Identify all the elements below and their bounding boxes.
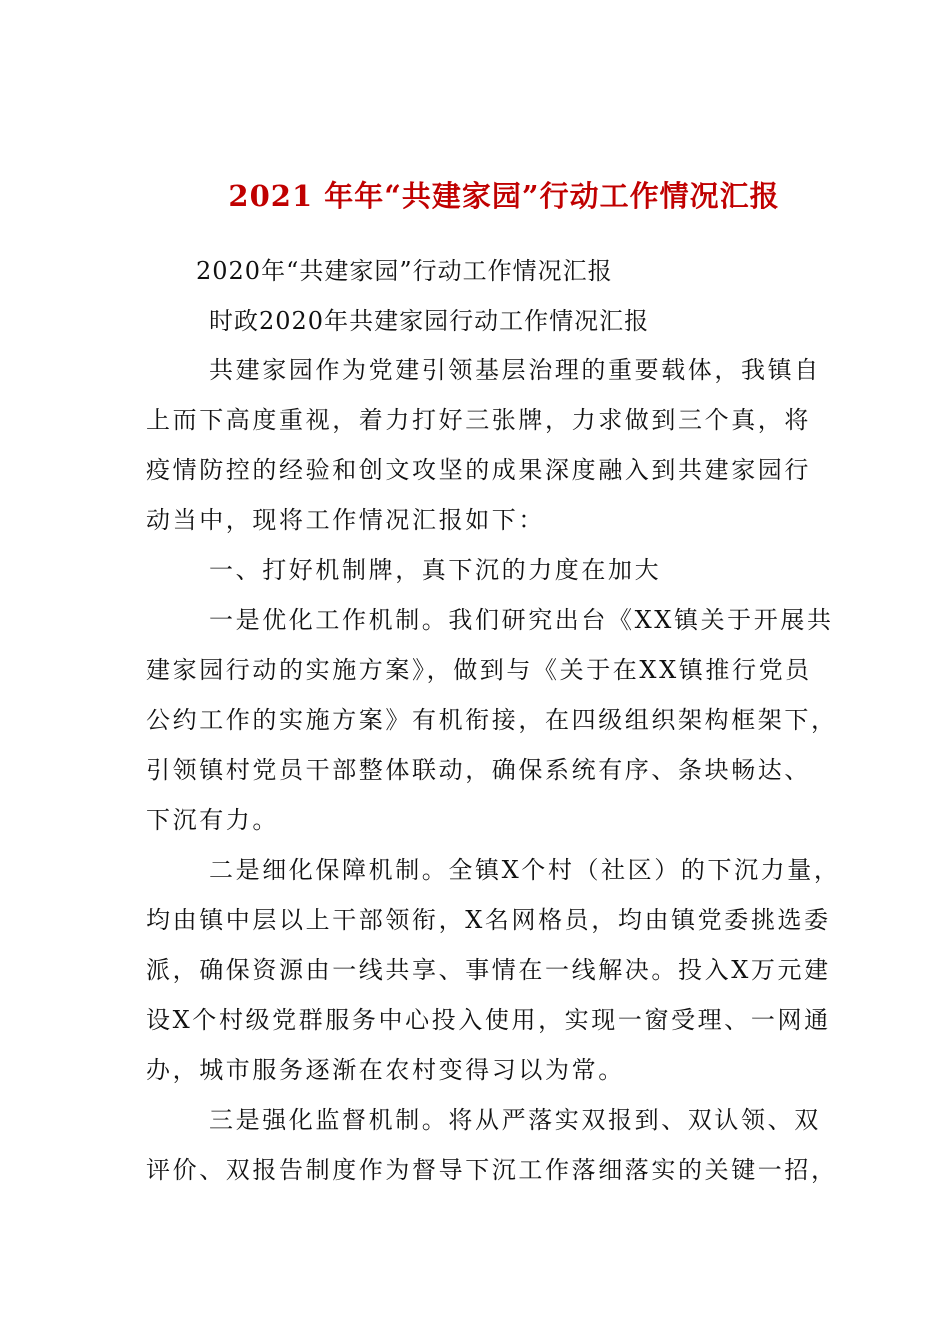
body-line: 下沉有力。 [146, 806, 279, 834]
document-title: 2021 年年“共建家园”行动工作情况汇报 [228, 179, 780, 213]
body-line: 二是细化保障机制。全镇X个村（社区）的下沉力量， [209, 856, 841, 884]
body-line: 共建家园作为党建引领基层治理的重要载体，我镇自 [209, 356, 821, 384]
body-line: 均由镇中层以上干部领衔，X名网格员，均由镇党委挑选委 [146, 906, 831, 934]
body-line: 公约工作的实施方案》有机衔接，在四级组织架构框架下， [146, 706, 838, 734]
body-line: 评价、双报告制度作为督导下沉工作落细落实的关键一招， [146, 1156, 838, 1184]
body-line: 设X个村级党群服务中心投入使用，实现一窗受理、一网通 [146, 1006, 831, 1034]
body-line: 引领镇村党员干部整体联动，确保系统有序、条块畅达、 [146, 756, 811, 784]
section-heading: 一、打好机制牌，真下沉的力度在加大 [209, 556, 662, 584]
body-line: 办，城市服务逐渐在农村变得习以为常。 [146, 1056, 625, 1084]
body-line: 疫情防控的经验和创文攻坚的成果深度融入到共建家园行 [146, 456, 811, 484]
subheading-2020: 2020年“共建家园”行动工作情况汇报 [196, 257, 613, 285]
body-line: 一是优化工作机制。我们研究出台《XX镇关于开展共 [209, 606, 834, 634]
body-line: 上而下高度重视，着力打好三张牌，力求做到三个真，将 [146, 406, 811, 434]
body-line: 三是强化监督机制。将从严落实双报到、双认领、双 [209, 1106, 821, 1134]
body-line: 派，确保资源由一线共享、事情在一线解决。投入X万元建 [146, 956, 831, 984]
body-line: 动当中，现将工作情况汇报如下： [146, 506, 545, 534]
subheading-shizheng: 时政2020年共建家园行动工作情况汇报 [209, 307, 650, 335]
body-line: 建家园行动的实施方案》，做到与《关于在XX镇推行党员 [146, 656, 812, 684]
